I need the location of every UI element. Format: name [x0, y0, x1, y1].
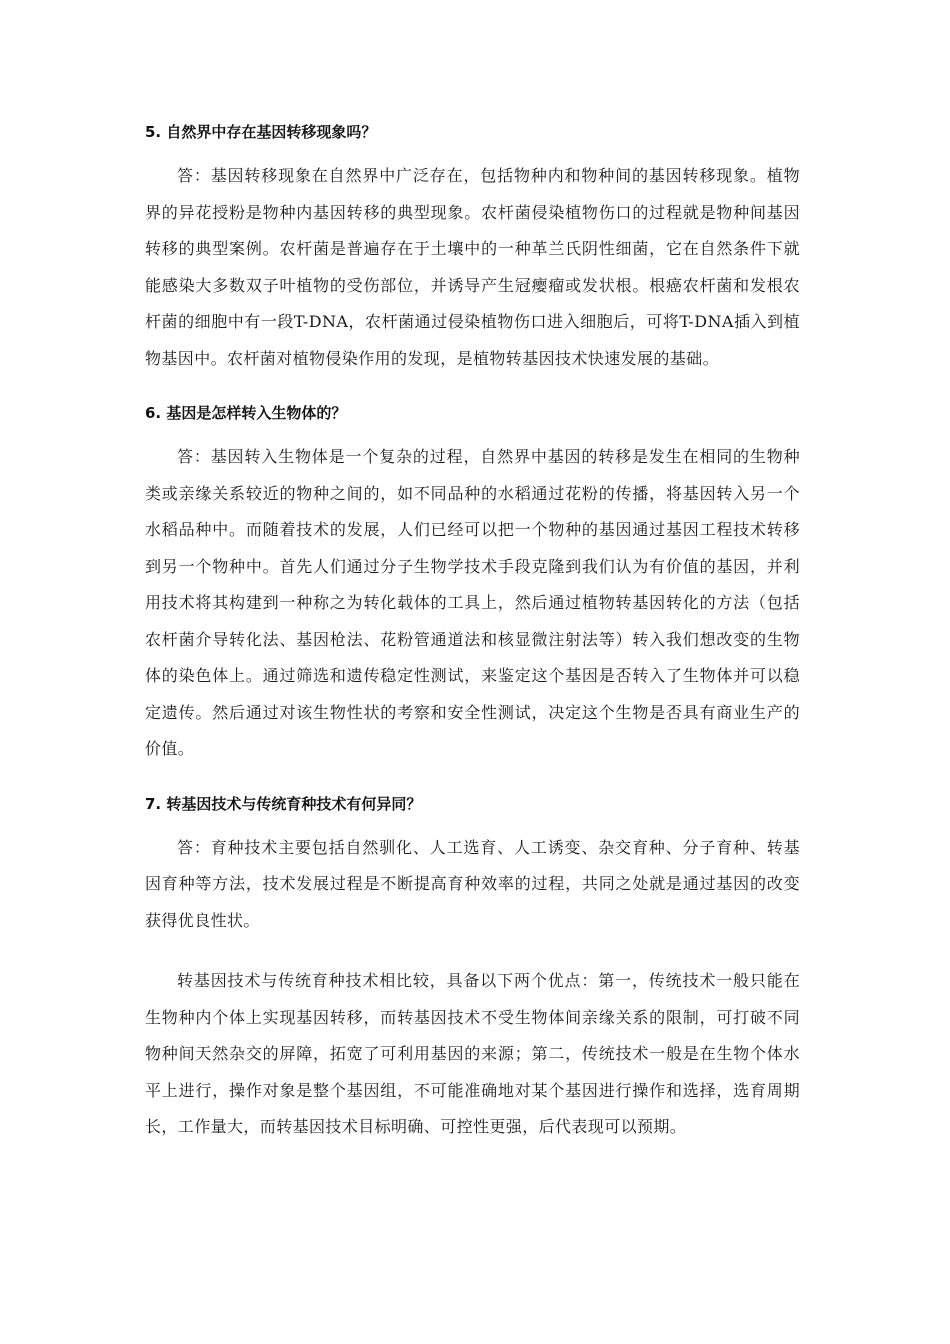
document-body	[145, 118, 800, 1168]
answer-paragraph: 转基因技术与传统育种技术相比较，具备以下两个优点：第一，传统技术一般只能在生物种内个体上实现基因转移，而转基因技术不受生物体间亲缘关系的限制，可打破不同物种间天然杂交的屏障，拓宽了可利用基因的来源；第二，传统技术一般是在生物个体水平上进行，操作对象是整个基因组，不可能准确地对某个基因进行操作和选择，选育周期长，工作量大，而转基因技术目标明确、可控性更强，后代表现可以预期。	[145, 971, 800, 1136]
question-heading: 5. 自然界中存在基因转移现象吗？	[145, 123, 377, 141]
section-q7	[145, 790, 800, 1146]
question-heading: 6. 基因是怎样转入生物体的？	[145, 404, 347, 422]
section-q6	[145, 399, 800, 768]
section-q5	[145, 118, 800, 377]
answer-paragraph: 答：基因转移现象在自然界中广泛存在，包括物种内和物种间的基因转移现象。植物界的异花授粉是物种内基因转移的典型现象。农杆菌侵染植物伤口的过程就是物种间基因转移的典型案例。农杆菌是普遍存在于土壤中的一种革兰氏阴性细菌，它在自然条件下就能感染大多数双子叶植物的受伤部位，并诱导产生冠瘿瘤或发状根。根癌农杆菌和发根农杆菌的细胞中有一段T-DNA，农杆菌通过侵染植物伤口进入细胞后，可将T-DNA插入到植物基因中。农杆菌对植物侵染作用的发现，是植物转基因技术快速发展的基础。	[145, 166, 800, 368]
answer-paragraph: 答：基因转入生物体是一个复杂的过程，自然界中基因的转移是发生在相同的生物种类或亲缘关系较近的物种之间的，如不同品种的水稻通过花粉的传播，将基因转入另一个水稻品种中。而随着技术的发展，人们已经可以把一个物种的基因通过基因工程技术转移到另一个物种中。首先人们通过分子生物学技术手段克隆到我们认为有价值的基因，并利用技术将其构建到一种称之为转化载体的工具上，然后通过植物转基因转化的方法（包括农杆菌介导转化法、基因枪法、花粉管通道法和核显微注射法等）转入我们想改变的生物体的染色体上。通过筛选和遗传稳定性测试，来鉴定这个基因是否转入了生物体并可以稳定遗传。然后通过对该生物性状的考察和安全性测试，决定这个生物是否具有商业生产的价值。	[145, 447, 800, 758]
answer-paragraph: 答：育种技术主要包括自然驯化、人工选育、人工诱变、杂交育种、分子育种、转基因育种等方法，技术发展过程是不断提高育种效率的过程，共同之处就是通过基因的改变获得优良性状。	[145, 837, 800, 930]
question-heading: 7. 转基因技术与传统育种技术有何异同？	[145, 794, 422, 813]
